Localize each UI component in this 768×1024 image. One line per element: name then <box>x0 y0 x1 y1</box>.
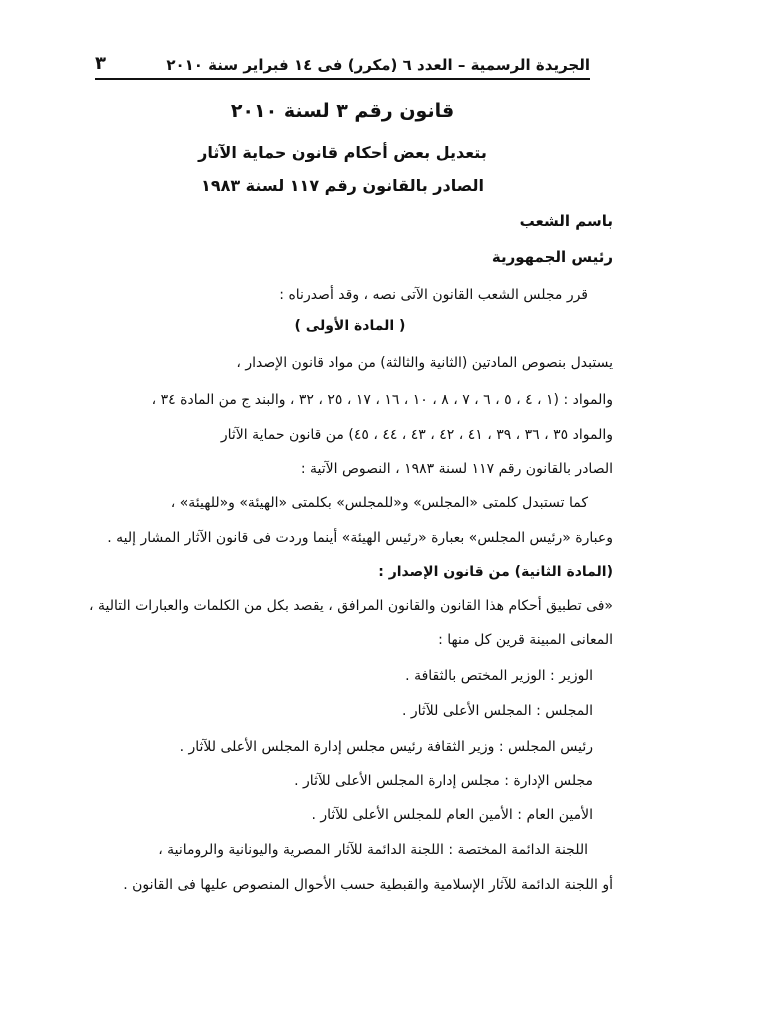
article-1-heading: ( المادة الأولى ) <box>294 318 406 334</box>
law-title: قانون رقم ٣ لسنة ٢٠١٠ <box>230 100 455 122</box>
definition-minister: الوزير : الوزير المختص بالثقافة . <box>405 668 593 684</box>
article-2-heading: (المادة الثانية) من قانون الإصدار : <box>378 564 613 580</box>
article-1-line: وعبارة «رئيس المجلس» بعبارة «رئيس الهيئة» أينما وردت فى قانون الآثار المشار إليه . <box>107 530 613 546</box>
article-1-line: والمواد : (١ ، ٤ ، ٥ ، ٦ ، ٧ ، ٨ ، ١٠ ، ١٦ ، ١٧ ، ٢٥ ، ٣٢ ، والبند ج من المادة ٣٤ ، <box>151 392 613 408</box>
president-heading: رئيس الجمهورية <box>491 248 613 266</box>
article-1-line: يستبدل بنصوص المادتين (الثانية والثالثة) من مواد قانون الإصدار ، <box>236 355 613 371</box>
article-1-line: الصادر بالقانون رقم ١١٧ لسنة ١٩٨٣ ، النصوص الآتية : <box>300 461 613 477</box>
article-1-line: كما تستبدل كلمتى «المجلس» و«للمجلس» بكلمتى «الهيئة» و«للهيئة» ، <box>170 495 588 511</box>
article-1-line: والمواد ٣٥ ، ٣٦ ، ٣٩ ، ٤١ ، ٤٢ ، ٤٣ ، ٤٤ ، ٤٥) من قانون حماية الآثار <box>220 427 613 443</box>
law-subtitle-2: الصادر بالقانون رقم ١١٧ لسنة ١٩٨٣ <box>201 176 484 195</box>
definition-committee: اللجنة الدائمة المختصة : اللجنة الدائمة للآثار المصرية واليونانية والرومانية ، <box>158 842 588 858</box>
in-the-name-of-people: باسم الشعب <box>519 212 613 230</box>
definition-council: المجلس : المجلس الأعلى للآثار . <box>401 703 593 719</box>
definition-committee-continued: أو اللجنة الدائمة للآثار الإسلامية والقبطية حسب الأحوال المنصوص عليها فى القانون . <box>123 877 613 893</box>
article-2-line: المعانى المبينة قرين كل منها : <box>438 632 613 648</box>
definition-secretary-general: الأمين العام : الأمين العام للمجلس الأعلى للآثار . <box>311 807 593 823</box>
law-subtitle-1: بتعديل بعض أحكام قانون حماية الآثار <box>198 143 487 162</box>
preamble: قرر مجلس الشعب القانون الآتى نصه ، وقد أصدرناه : <box>279 287 588 303</box>
definition-board: مجلس الإدارة : مجلس إدارة المجلس الأعلى للآثار . <box>294 773 593 789</box>
running-title: الجريدة الرسمية – العدد ٦ (مكرر) فى ١٤ فبراير سنة ٢٠١٠ <box>166 56 590 74</box>
article-2-line: «فى تطبيق أحكام هذا القانون والقانون المرافق ، يقصد بكل من الكلمات والعبارات التالية ، <box>89 598 613 614</box>
page-header <box>95 42 590 80</box>
definition-council-chairman: رئيس المجلس : وزير الثقافة رئيس مجلس إدارة المجلس الأعلى للآثار . <box>179 739 593 755</box>
page-number: ٣ <box>95 53 106 74</box>
